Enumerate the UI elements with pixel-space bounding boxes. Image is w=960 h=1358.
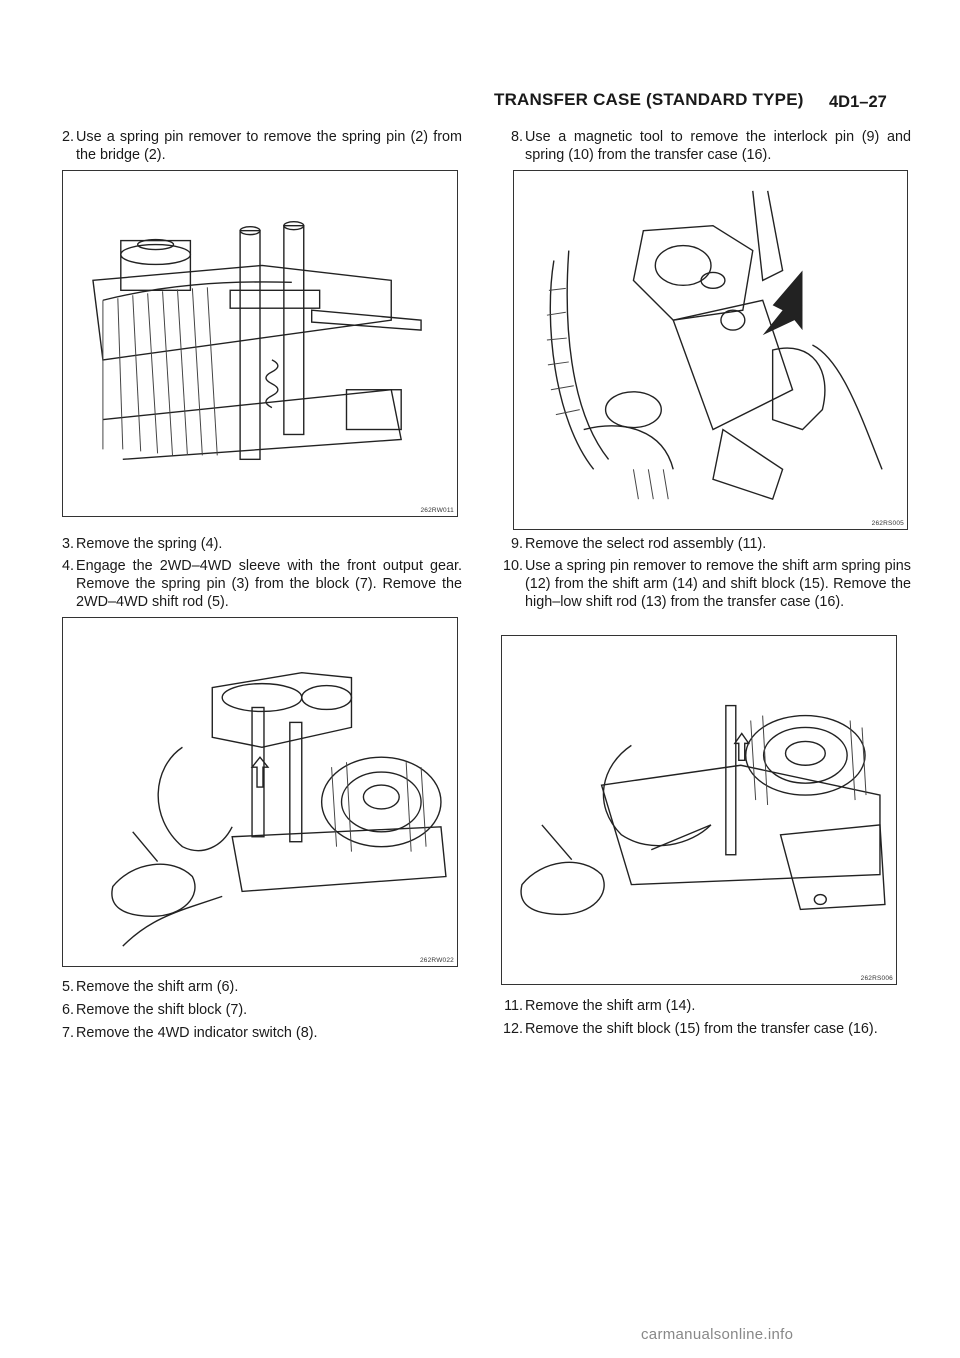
step-text: Remove the shift block (15) from the transfer case (16). [525, 1021, 878, 1037]
figure-interlock-pin [513, 170, 908, 530]
illustration-interlock-pin [514, 171, 907, 529]
step-text: Remove the spring (4). [76, 536, 223, 552]
step-8 [497, 128, 911, 164]
step-number: 7. [61, 1025, 74, 1041]
step-number: 11. [504, 998, 523, 1014]
step-text: Remove the shift block (7). [76, 1002, 248, 1018]
step-2 [48, 128, 462, 164]
step-12 [497, 1020, 911, 1038]
illustration-shift-arm-pins [502, 636, 896, 984]
figure-code: 262RS005 [871, 520, 904, 527]
step-text: Remove the select rod assembly (11). [525, 536, 767, 552]
step-number: 3. [61, 536, 74, 552]
section-title: TRANSFER CASE (STANDARD TYPE) [494, 90, 804, 109]
figure-code: 262RW011 [420, 507, 454, 514]
step-number: 9. [510, 536, 523, 552]
figure-shift-arm-pins [501, 635, 897, 985]
step-text: Remove the shift arm (14). [525, 998, 696, 1014]
step-text: Use a spring pin remover to remove the shift arm spring pins (12) from the shift arm (14) and shift block (15). Remove the high–low shift rod (13) from the transfer case (16). [525, 558, 911, 610]
step-text: Use a spring pin remover to remove the spring pin (2) from the bridge (2). [76, 129, 462, 163]
illustration-shift-rod [63, 618, 457, 966]
step-number: 4. [61, 558, 74, 574]
step-6 [48, 1001, 462, 1019]
figure-shift-rod [62, 617, 458, 967]
page-number: 4D1–27 [829, 93, 887, 111]
step-number: 12. [502, 1021, 523, 1037]
step-number: 6. [61, 1002, 74, 1018]
step-text: Use a magnetic tool to remove the interlock pin (9) and spring (10) from the transfer case (16). [525, 129, 911, 163]
watermark-link[interactable]: carmanualsonline.info [641, 1326, 794, 1343]
step-text: Remove the 4WD indicator switch (8). [76, 1025, 318, 1041]
step-5 [48, 978, 462, 996]
figure-code: 262RS006 [860, 975, 893, 982]
step-number: 5. [61, 979, 74, 995]
step-number: 8. [510, 129, 523, 145]
step-7 [48, 1024, 462, 1042]
step-number: 10. [502, 558, 523, 574]
step-10 [497, 557, 911, 611]
step-4 [48, 557, 462, 611]
figure-spring-pin-bridge [62, 170, 458, 517]
figure-code: 262RW022 [419, 957, 454, 964]
step-number: 2. [61, 129, 74, 145]
step-text: Remove the shift arm (6). [76, 979, 239, 995]
step-11 [497, 997, 911, 1015]
step-9 [497, 535, 911, 553]
step-text: Engage the 2WD–4WD sleeve with the front output gear. Remove the spring pin (3) from the block (7). Remove the 2WD–4WD shift rod (5). [76, 558, 462, 610]
step-3 [48, 535, 462, 553]
illustration-spring-pin-bridge [63, 171, 457, 516]
